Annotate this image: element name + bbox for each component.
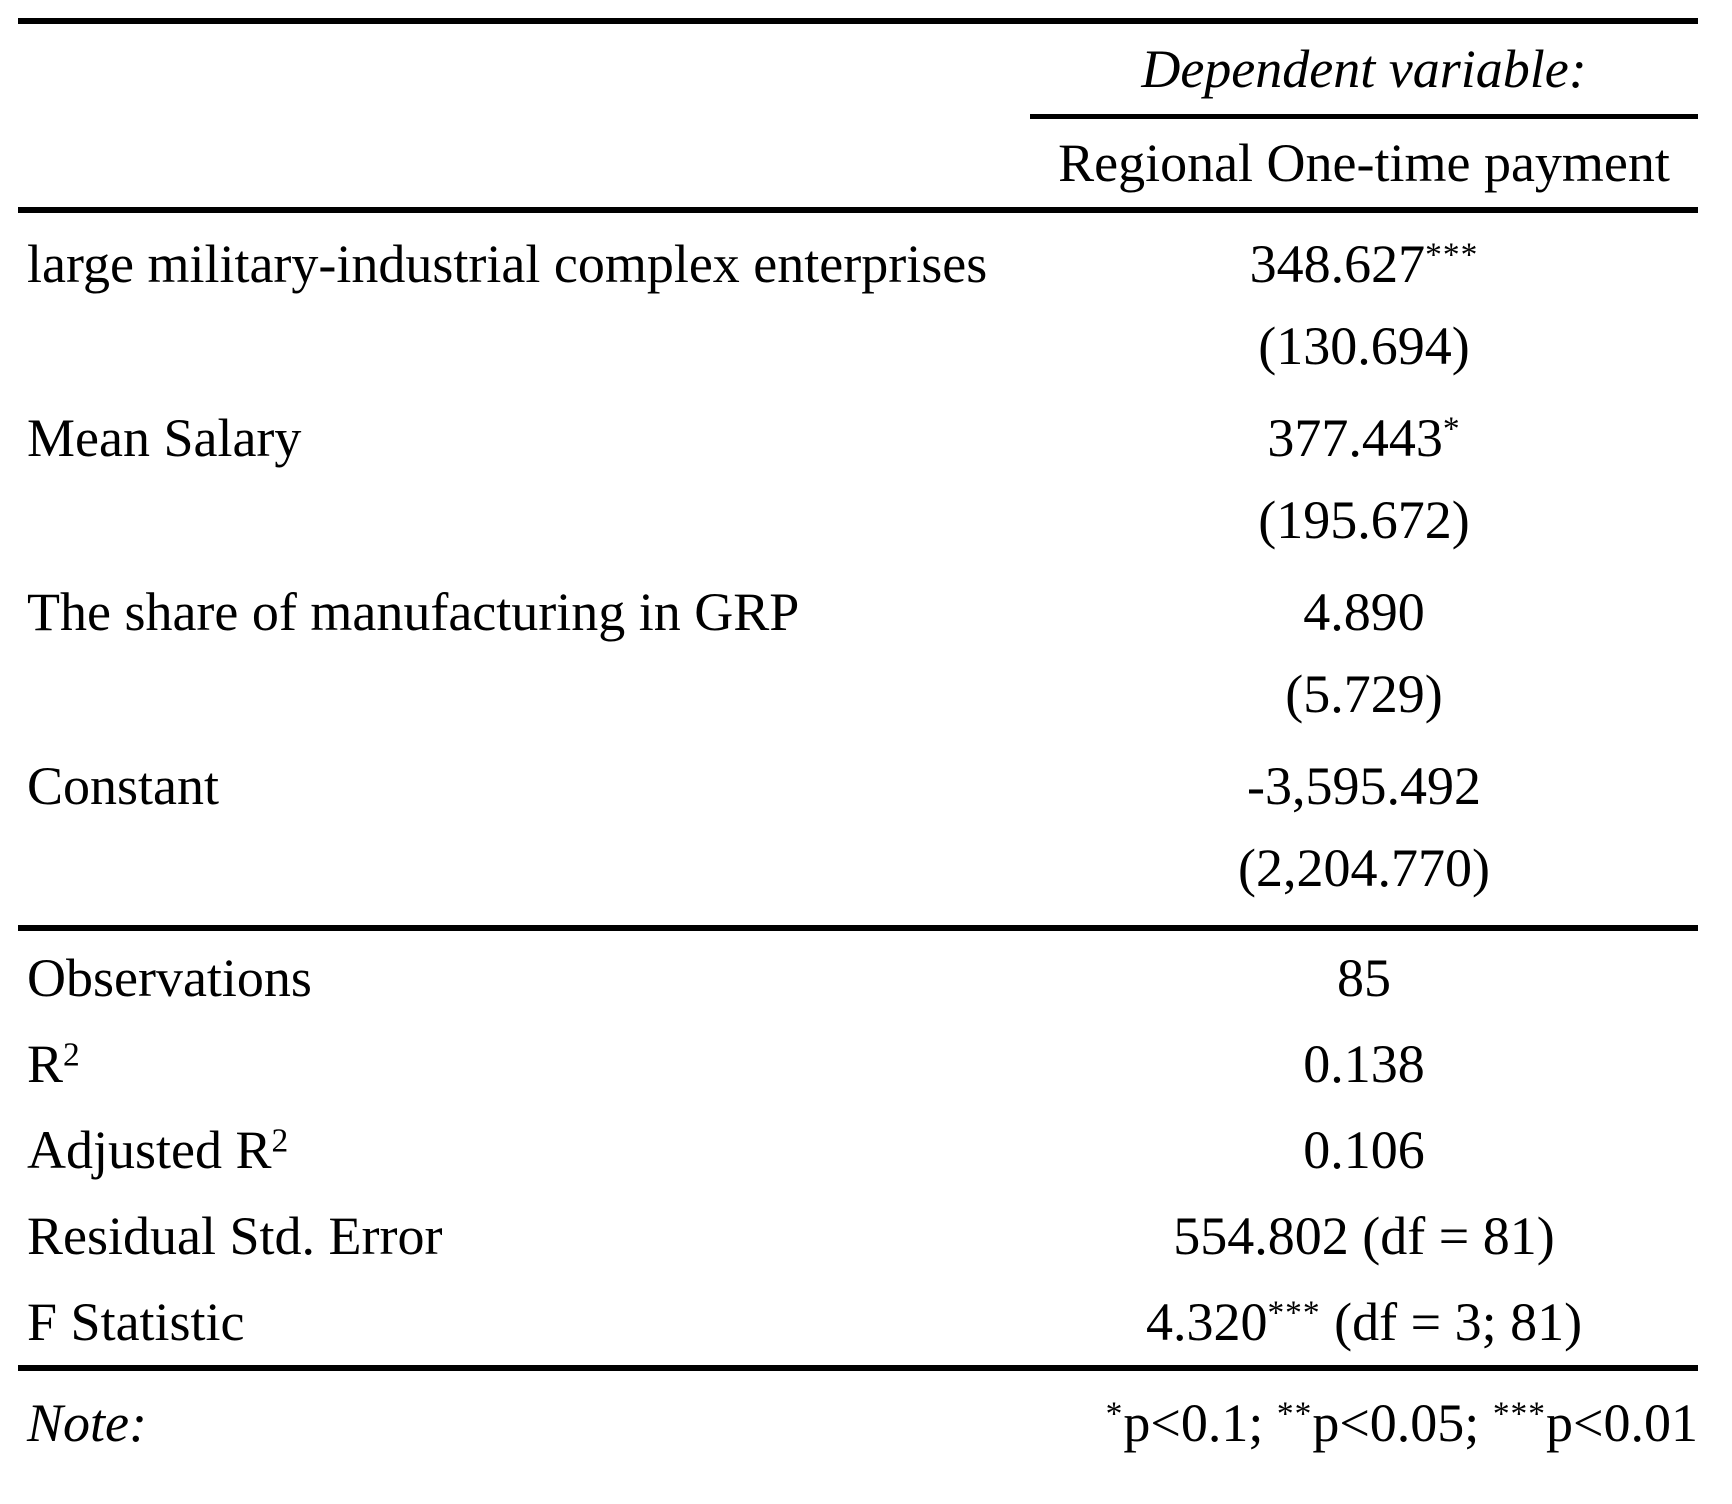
- subheader-empty-cell: [18, 119, 1030, 207]
- coef-estimate: 348.627: [1249, 234, 1426, 294]
- coef-se-empty-cell: [18, 305, 1030, 387]
- coef-value: [1030, 571, 1698, 653]
- f-stat-value: 4.320: [1145, 1292, 1268, 1352]
- significance-stars: *: [1442, 410, 1461, 448]
- stat-row-observations: [18, 935, 1698, 1021]
- significance-stars: **: [1276, 1395, 1313, 1433]
- stat-label-text: R: [27, 1034, 64, 1094]
- coef-std-error: (2,204.770): [1238, 838, 1490, 898]
- f-stat-df: (df = 3; 81): [1320, 1292, 1583, 1352]
- coef-std-error: (195.672): [1258, 490, 1470, 550]
- summary-statistics-section: [18, 931, 1698, 1365]
- coef-se-empty-cell: [18, 479, 1030, 561]
- coef-label: Constant: [27, 756, 220, 816]
- stat-label: [18, 1021, 1030, 1107]
- coef-estimate: 4.890: [1303, 582, 1425, 642]
- note-part: [1106, 1393, 1277, 1453]
- stat-row-adjusted-r2: [18, 1107, 1698, 1193]
- coefficients-section: [18, 213, 1698, 925]
- significance-stars: ***: [1425, 236, 1479, 274]
- stat-label: [18, 1107, 1030, 1193]
- coef-label: Mean Salary: [27, 408, 302, 468]
- stat-value: 554.802 (df = 81): [1173, 1206, 1555, 1266]
- dependent-variable-name: Regional One-time payment: [1058, 133, 1670, 193]
- stat-value: 0.106: [1303, 1120, 1425, 1180]
- significance-stars: *: [1105, 1395, 1124, 1433]
- stat-label: Residual Std. Error: [27, 1206, 443, 1266]
- stat-value: 0.138: [1303, 1034, 1425, 1094]
- regression-table: [18, 18, 1698, 1475]
- stat-label: Observations: [27, 948, 312, 1008]
- significance-stars: ***: [1267, 1294, 1321, 1332]
- significance-legend: [1106, 1392, 1698, 1454]
- stat-label-superscript: 2: [271, 1122, 290, 1160]
- note-label: Note:: [27, 1393, 147, 1453]
- significance-stars: ***: [1492, 1395, 1547, 1433]
- coef-value: [1030, 745, 1698, 827]
- coef-std-error: (130.694): [1258, 316, 1470, 376]
- coef-row: [18, 561, 1698, 735]
- note-part: [1277, 1393, 1493, 1453]
- stat-row-residual-std-error: [18, 1193, 1698, 1279]
- coef-estimate: 377.443: [1267, 408, 1443, 468]
- stat-value: 85: [1337, 948, 1391, 1008]
- coef-std-error: (5.729): [1285, 664, 1443, 724]
- stat-value: [1030, 1279, 1698, 1365]
- note-part-text: p<0.1;: [1123, 1393, 1277, 1453]
- dependent-variable-row: [18, 24, 1698, 114]
- stat-row-r2: [18, 1021, 1698, 1107]
- coef-estimate: -3,595.492: [1247, 756, 1481, 816]
- stat-label-text: Adjusted R: [27, 1120, 272, 1180]
- dependent-variable-name-row: [18, 119, 1698, 207]
- stat-label: F Statistic: [27, 1292, 245, 1352]
- coef-row: [18, 213, 1698, 387]
- note-part-text: p<0.05;: [1312, 1393, 1493, 1453]
- coef-value: [1030, 223, 1698, 305]
- dependent-variable-label: Dependent variable:: [1141, 39, 1587, 99]
- note-row: [18, 1371, 1698, 1475]
- note-part-text: p<0.01: [1546, 1393, 1698, 1453]
- coef-label: large military-industrial complex enterprises: [27, 234, 988, 294]
- stat-row-f-statistic: [18, 1279, 1698, 1365]
- coef-se-empty-cell: [18, 827, 1030, 909]
- note-part: [1493, 1393, 1698, 1453]
- coef-label: The share of manufacturing in GRP: [27, 582, 800, 642]
- coef-row: [18, 735, 1698, 909]
- coef-value: [1030, 397, 1698, 479]
- coef-row: [18, 387, 1698, 561]
- stat-label-superscript: 2: [63, 1036, 81, 1074]
- coef-se-empty-cell: [18, 653, 1030, 735]
